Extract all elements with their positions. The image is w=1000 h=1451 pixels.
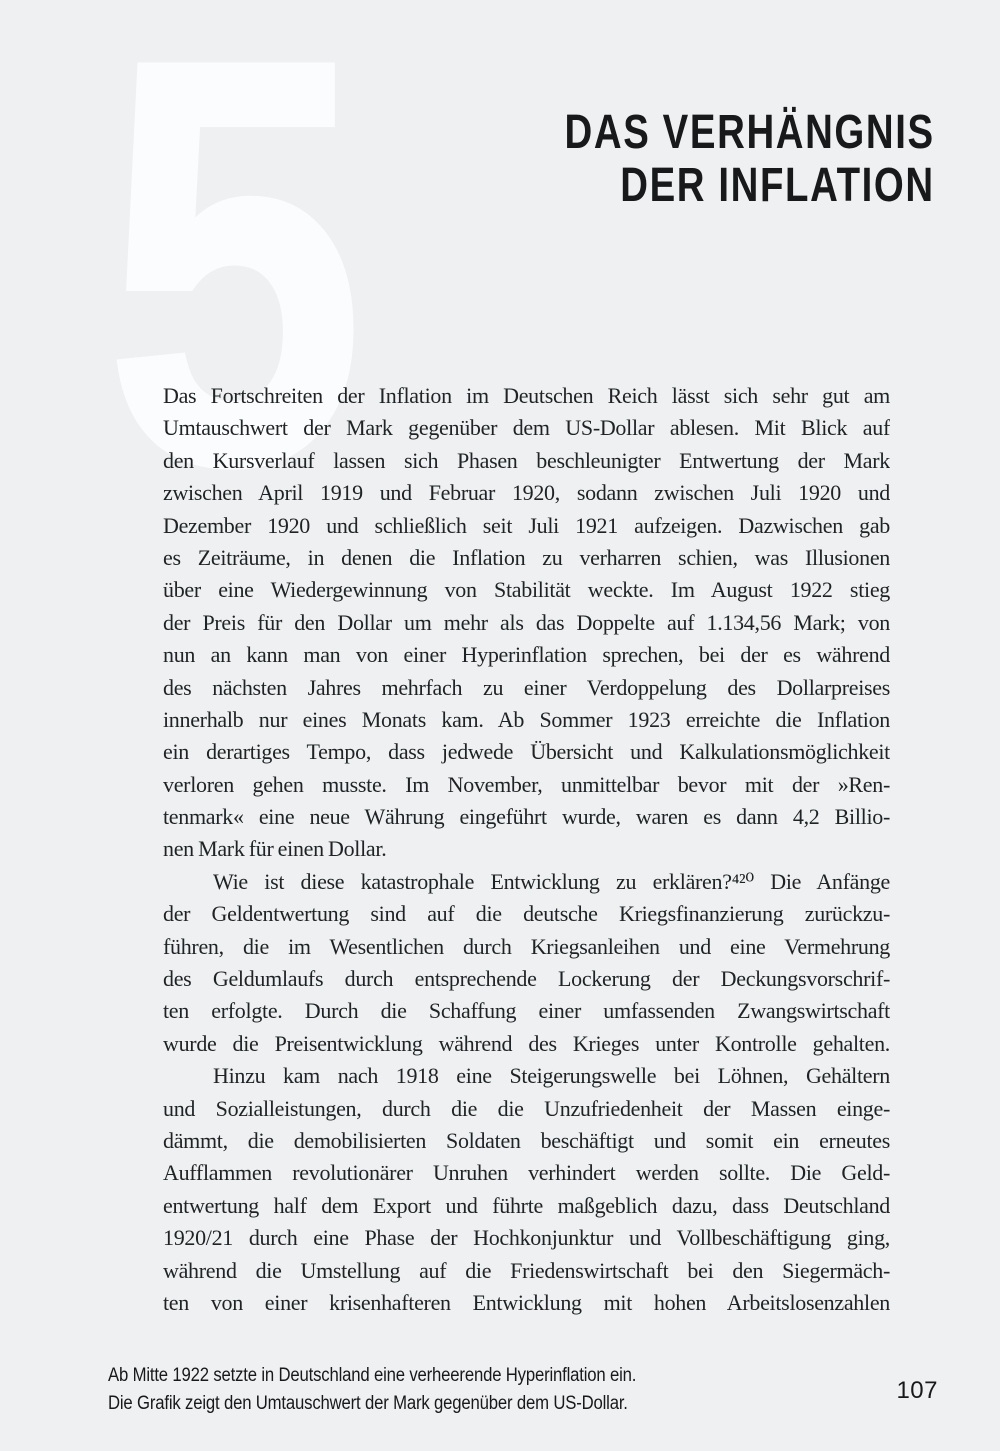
caption-line2: Die Grafik zeigt den Umtauschwert der Mark gegenüber dem US-Dollar. — [108, 1393, 628, 1414]
chapter-title — [565, 106, 935, 212]
body-line: dämmt, die demobilisierten Soldaten beschäftigt und somit ein erneutes — [163, 1127, 890, 1153]
body-line: Aufflammen revolutionärer Unruhen verhindert werden sollte. Die Geld- — [163, 1160, 890, 1186]
body-line: Das Fortschreiten der Inflation im Deutschen Reich lässt sich sehr gut am — [163, 383, 890, 408]
chapter-title-line1: DAS VERHÄNGNIS — [564, 106, 935, 159]
body-line: des Geldumlaufs durch entsprechende Lockerung der Deckungsvorschrif- — [163, 966, 890, 992]
body-line: ten von einer krisenhafteren Entwicklung mit hohen Arbeitslosenzahlen — [163, 1289, 890, 1315]
body-line: und Sozialleistungen, durch die die Unzufriedenheit der Massen einge- — [163, 1095, 890, 1121]
body-line: führen, die im Wesentlichen durch Kriegsanleihen und eine Vermehrung — [163, 933, 890, 959]
body-line: Umtauschwert der Mark gegenüber dem US-Dollar ablesen. Mit Blick auf — [163, 415, 890, 441]
body-line: über eine Wiedergewinnung von Stabilität weckte. Im August 1922 stieg — [163, 577, 890, 603]
body-line: entwertung half dem Export und führte maßgeblich dazu, dass Deutschland — [163, 1192, 890, 1218]
body-text — [163, 380, 890, 1319]
body-line: ten erfolgte. Durch die Schaffung einer umfassenden Zwangswirtschaft — [163, 998, 890, 1024]
body-line: tenmark« eine neue Währung eingeführt wurde, waren es dann 4,2 Billio- — [163, 804, 890, 830]
chapter-number-watermark: 5 — [105, 0, 365, 583]
body-line: Wie ist diese katastrophale Entwicklung zu erklären?⁴²⁰ Die Anfänge — [213, 868, 890, 894]
body-line: verloren gehen musste. Im November, unmittelbar bevor mit der »Ren- — [163, 771, 890, 797]
body-line: Hinzu kam nach 1918 eine Steigerungswelle bei Löhnen, Gehältern — [213, 1063, 890, 1089]
body-line: innerhalb nur eines Monats kam. Ab Sommer 1923 erreichte die Inflation — [163, 706, 890, 732]
body-line: nun an kann man von einer Hyperinflation sprechen, bei der es während — [163, 642, 890, 668]
body-line: des nächsten Jahres mehrfach zu einer Verdoppelung des Dollarpreises — [163, 674, 890, 700]
image-caption — [108, 1362, 636, 1418]
body-line: es Zeiträume, in denen die Inflation zu verharren schien, was Illusionen — [163, 544, 890, 570]
page-number: 107 — [896, 1377, 938, 1404]
body-line: zwischen April 1919 und Februar 1920, sodann zwischen Juli 1920 und — [163, 480, 890, 506]
body-line: der Geldentwertung sind auf die deutsche Kriegsfinanzierung zurückzu- — [163, 901, 890, 927]
body-line: nen Mark für einen Dollar. — [163, 836, 387, 862]
body-line: Dezember 1920 und schließlich seit Juli 1921 aufzeigen. Dazwischen gab — [163, 512, 890, 538]
body-line: 1920/21 durch eine Phase der Hochkonjunktur und Vollbeschäftigung ging, — [163, 1225, 890, 1251]
body-line: den Kursverlauf lassen sich Phasen beschleunigter Entwertung der Mark — [163, 447, 890, 473]
caption-line1: Ab Mitte 1922 setzte in Deutschland eine verheerende Hyperinflation ein. — [108, 1365, 637, 1386]
body-line: der Preis für den Dollar um mehr als das Doppelte auf 1.134,56 Mark; von — [163, 609, 890, 635]
chapter-title-line2: DER INFLATION — [620, 159, 935, 212]
body-line: während die Umstellung auf die Friedenswirtschaft bei den Siegermäch- — [163, 1257, 890, 1283]
body-line: ein derartiges Tempo, dass jedwede Übersicht und Kalkulationsmöglichkeit — [163, 739, 890, 765]
body-line: wurde die Preisentwicklung während des Krieges unter Kontrolle gehalten. — [163, 1030, 890, 1056]
